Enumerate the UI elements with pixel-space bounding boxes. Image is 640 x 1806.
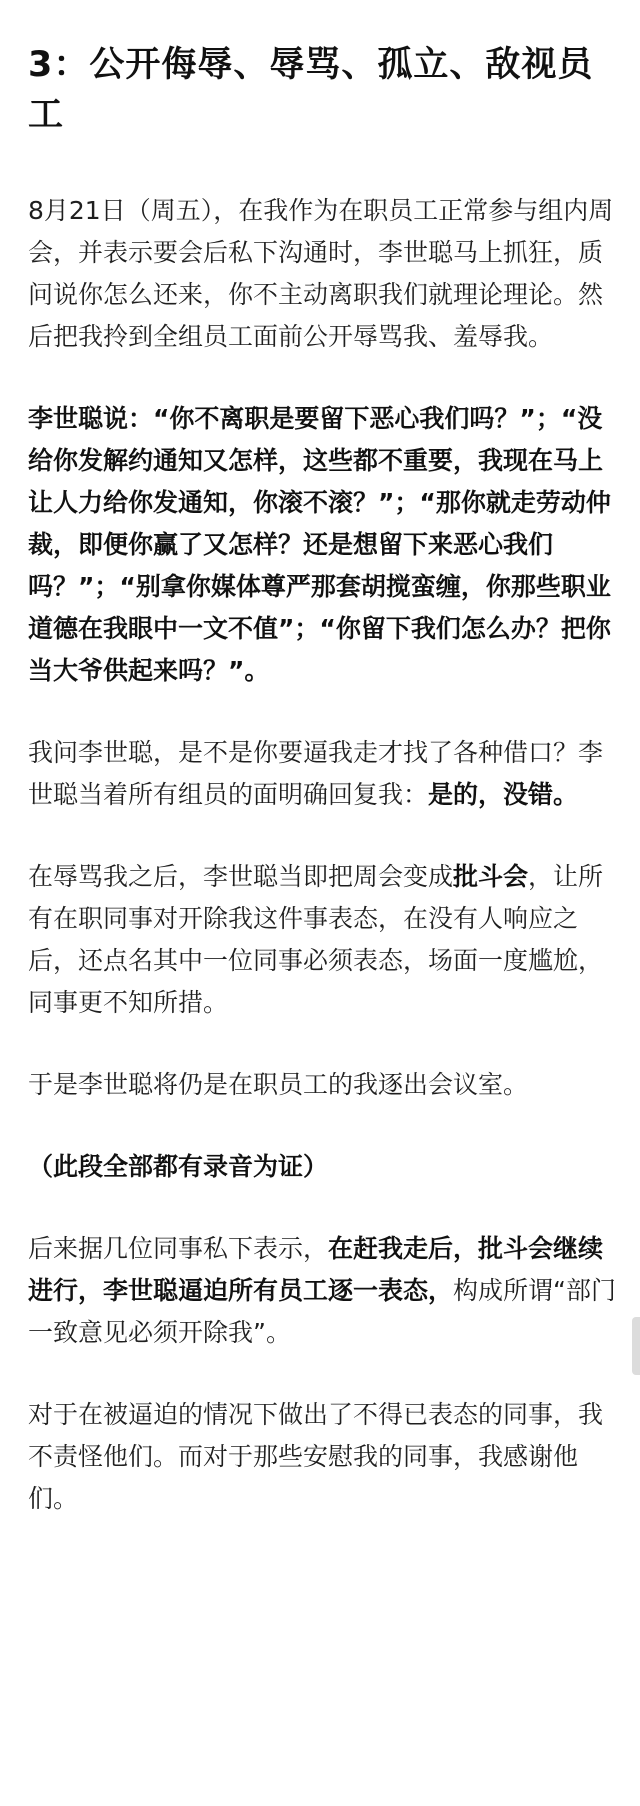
paragraph <box>28 1146 618 1188</box>
text-run: 我问李世聪，是不是你要逼我走才找了各种借口？李世聪当着所有组员的面明确回复我： <box>28 738 604 809</box>
bold-text-run: （此段全部都有录音为证） <box>28 1152 329 1181</box>
text-run: 对于在被逼迫的情况下做出了不得已表态的同事，我不责怪他们。而对于那些安慰我的同事，我感谢他们。 <box>28 1400 604 1513</box>
text-run: 后来据几位同事私下表示， <box>28 1234 329 1263</box>
paragraph <box>28 1394 618 1520</box>
text-run: 在辱骂我之后，李世聪当即把周会变成 <box>28 862 454 891</box>
article-body <box>28 190 618 1520</box>
scroll-indicator[interactable] <box>632 1317 640 1375</box>
text-run: ，让所有在职同事对开除我这件事表态，在没有人响应之后，还点名其中一位同事必须表态，场面一度尴尬，同事更不知所措。 <box>28 862 604 1017</box>
text-run: 于是李世聪将仍是在职员工的我逐出会议室。 <box>28 1070 529 1099</box>
paragraph <box>28 190 618 358</box>
text-run: 8月21日（周五），在我作为在职员工正常参与组内周会，并表示要会后私下沟通时，李世聪马上抓狂，质问说你怎么还来，你不主动离职我们就理论理论。然后把我拎到全组员工面前公开辱骂我、羞辱我。 <box>28 196 614 351</box>
paragraph <box>28 1064 618 1106</box>
article <box>28 0 618 1520</box>
paragraph <box>28 398 618 692</box>
bold-text-run: 批斗会 <box>453 862 529 891</box>
bold-text-run: 是的，没错。 <box>428 780 579 809</box>
paragraph <box>28 732 618 816</box>
paragraph <box>28 856 618 1024</box>
bold-text-run: 李世聪说：“你不离职是要留下恶心我们吗？”；“没给你发解约通知又怎样，这些都不重要，我现在马上让人力给你发通知，你滚不滚？”；“那你就走劳动仲裁，即便你赢了又怎样？还是想留下来恶心我们吗？”；“别拿你媒体尊严那套胡搅蛮缠，你那些职业道德在我眼中一文不值”；“你留下我们怎么办？把你当大爷供起来吗？”。 <box>28 404 611 685</box>
text-run: 构成所谓“部门一致意见必须开除我”。 <box>28 1276 616 1347</box>
bold-text-run: 在赶我走后，批斗会继续进行，李世聪逼迫所有员工逐一表态， <box>28 1234 604 1305</box>
paragraph <box>28 1228 618 1354</box>
article-heading: 3：公开侮辱、辱骂、孤立、敌视员工 <box>28 45 594 135</box>
